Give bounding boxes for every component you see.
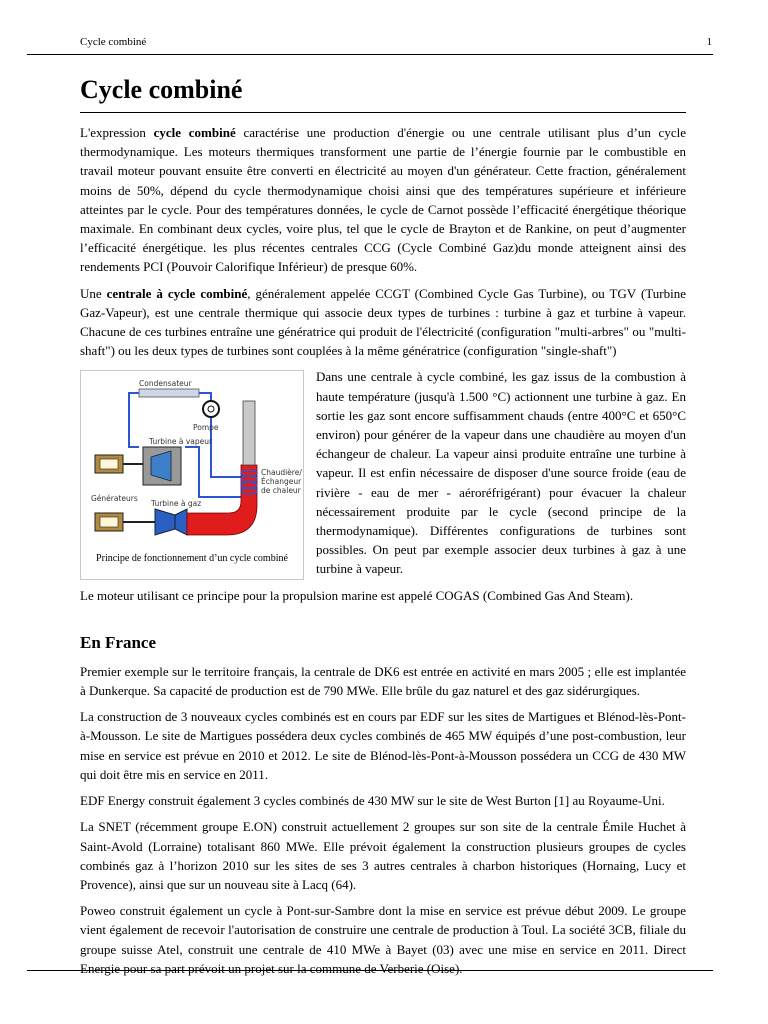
steam-pipe	[185, 447, 249, 497]
intro-paragraph-3: Dans une centrale à cycle combiné, les gaz issus de la combustion à haute température (jusqu'à 1.500 °C) actionnent une turbine à gaz. En sortie les gaz sont encore suffisamment chauds (entre 400°C et 650°C environ) pour générer de la vapeur dans une chaudière au moyen d'un échangeur de chaleur. La vapeur ainsi produite entraîne une turbine à vapeur. Il est enfin nécessaire de disposer d'une source froide (eau de rivière - eau de mer - aéroréfrigérant) pour évacuer la chaleur nécessairement produite par le cycle (second principe de la thermodynamique). Différentes configurations de turbines sont possibles. On peut par exemple associer deux turbines à gaz à une turbine à vapeur.	[316, 369, 686, 577]
combined-cycle-diagram	[89, 377, 302, 549]
generator-bottom-core	[100, 517, 118, 527]
france-paragraph: Premier exemple sur le territoire français, la centrale de DK6 est entrée en activité en mars 2005 ; elle est implantée à Dunkerque. Sa capacité de production est de 790 MWe. Elle brûle du gaz naturel et des gaz sidérurgiques.	[80, 663, 686, 699]
steam-turbine-label: Turbine à vapeur	[149, 437, 213, 447]
boiler-label-2: Échangeur	[261, 477, 302, 487]
figure-caption: Principe de fonctionnement d’un cycle combiné	[96, 553, 288, 565]
pump-label: Pompe	[193, 423, 219, 433]
p2-term: centrale à cycle combiné	[106, 285, 248, 301]
section-heading-france: En France	[80, 632, 157, 652]
france-paragraph: La SNET (récemment groupe E.ON) construit actuellement 2 groupes sur son site de la centrale Émile Huchet à Saint-Avold (Lorraine) totalisant 860 MWe. Elle prévoit également la construction plusieurs groupes de cycles combinés gaz à l’horizon 2010 sur les sites de ses 3 autres centrales à charbon historiques (Hornaing, Lucy et Provence), ainsi que sur un nouveau site à Lacq (64).	[80, 819, 686, 892]
generators-label: Générateurs	[91, 494, 138, 504]
p2-text: Une	[80, 285, 107, 301]
p2-text-cont: , généralement appelée CCGT (Combined Cycle Gas Turbine), ou TGV (Turbine Gaz-Vapeur), est une centrale thermique qui associe deux types de turbines : turbine à gaz et turbine à vapeur. Chacune de ces turbines entraîne une génératrice qui produit de l'électricité (configuration "multi-arbres" ou "multi-shaft") ou les deux types de turbines sont couplées à la même génératrice (configuration "single-shaft")	[80, 285, 686, 359]
gas-turbine-compressor	[155, 509, 175, 535]
france-paragraph: La construction de 3 nouveaux cycles combinés est en cours par EDF sur les sites de Martigues et Blénod-lès-Pont-à-Mousson. Le site de Martigues possédera deux cycles combinés de 465 MW équipés d’une post-combustion, leur mise en service est prévue en 2010 et 2012. Le site de Blénod-lès-Pont-à-Mousson possédera un CCG de 430 MW qui doit être mis en service en 2011.	[80, 709, 686, 782]
header-rule	[27, 54, 713, 55]
boiler-label-1: Chaudière/	[261, 468, 302, 478]
intro-text: L'expression	[80, 125, 154, 140]
condenser-icon	[139, 389, 199, 397]
intro-term: cycle combiné	[153, 125, 236, 140]
running-title: Cycle combiné	[80, 36, 147, 48]
condenser-label: Condensateur	[139, 379, 192, 389]
footer-rule	[27, 970, 713, 971]
generator-top-core	[100, 459, 118, 469]
intro-paragraph-1	[80, 123, 686, 277]
intro-paragraph-2	[80, 284, 686, 361]
france-paragraph: Poweo construit également un cycle à Pont-sur-Sambre dont la mise en service est prévue début 2009. Le groupe vient également de recevoir l'autorisation de construire une centrale de production à Toul. La société 3CB, filiale du groupe suisse Atel, construit une centrale de 410 MWe à Bayet (03) avec une mise en service en 2011. Direct Energie pour sa part prévoit un projet sur la commune de Verberie (Oise).	[80, 903, 686, 976]
boiler-label-3: de chaleur	[261, 486, 301, 496]
stack-icon	[243, 401, 255, 465]
intro-paragraph-4: Le moteur utilisant ce principe pour la propulsion marine est appelé COGAS (Combined Gas And Steam).	[80, 587, 634, 603]
page-number: 1	[706, 36, 712, 48]
running-header	[80, 36, 712, 54]
condenser-return-pipe	[129, 393, 139, 447]
article-body	[80, 66, 686, 985]
article-title: Cycle combiné	[80, 74, 686, 113]
gas-turbine-label: Turbine à gaz	[151, 499, 202, 509]
cycle-diagram-figure[interactable]	[80, 370, 304, 580]
france-paragraph: EDF Energy construit également 3 cycles combinés de 430 MW sur le site de West Burton [1] au Royaume-Uni.	[80, 793, 665, 809]
intro-text-cont: caractérise une production d'énergie ou une centrale utilisant plus d’un cycle thermodynamique. Les moteurs thermiques transforment une partie de l’énergie fournie par le combustible en travail moteur pouvant ensuite être converti en électricité au moyen d'un générateur. Cette fraction, généralement moins de 50%, dépend du cycle thermodynamique choisi ainsi que des températures supérieure et inférieure atteintes par le cycle. Pour des températures données, le cycle de Carnot possède l’efficacité énergétique théorique maximale. En combinant deux cycles, voire plus, tel que le cycle de Brayton et de Rankine, on peut d’augmenter l’efficacité énergétique. les plus récentes centrales CCG (Cycle Combiné Gaz)du monde atteignent ainsi des rendements PCI (Pouvoir Calorifique Inférieur) de presque 60%.	[80, 125, 686, 275]
pump-hub	[208, 406, 214, 412]
gas-turbine-expander	[175, 509, 187, 535]
